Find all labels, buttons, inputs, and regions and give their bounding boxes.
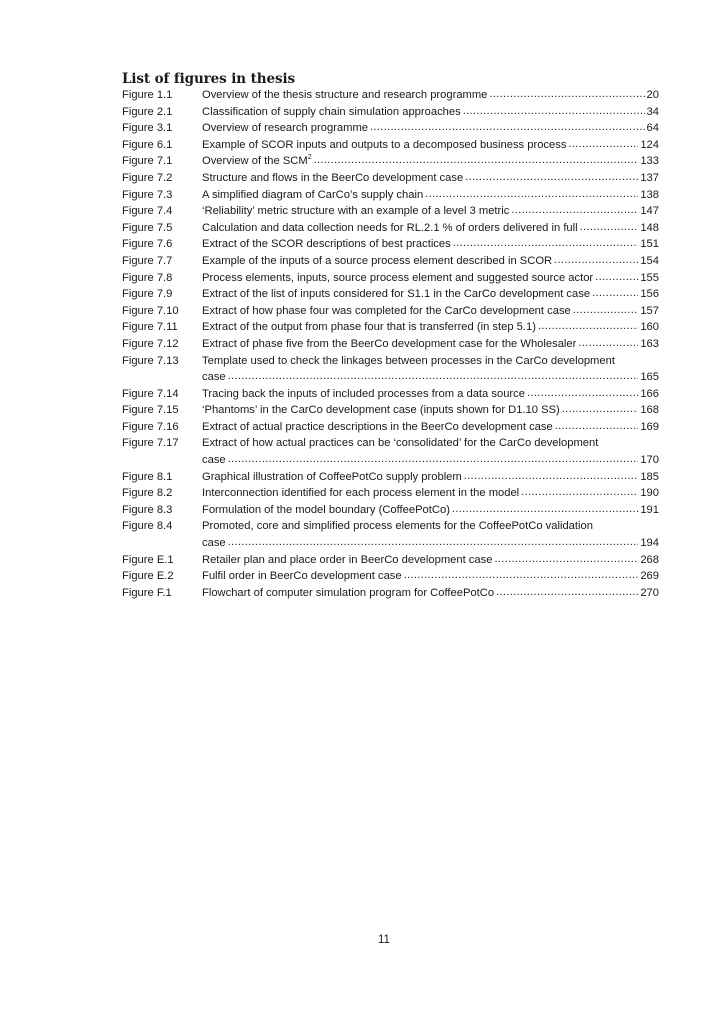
figure-title-text: Extract of how actual practices can be ‘consolidated’ for the CarCo development [202, 437, 599, 450]
figure-page-number: 151 [640, 238, 659, 251]
figure-entry [122, 104, 659, 121]
dot-leader [464, 468, 639, 485]
figure-title-text: Retailer plan and place order in BeerCo development case [202, 553, 493, 566]
figure-title-continuation: case [202, 454, 226, 467]
dot-leader [228, 451, 639, 468]
dot-leader [592, 285, 638, 302]
figure-title-text: Structure and flows in the BeerCo development case [202, 171, 464, 184]
figure-title-text: Process elements, inputs, source process element and suggested source actor [202, 271, 594, 284]
figure-number: Figure 7.10 [122, 304, 179, 317]
figure-page-number: 268 [640, 553, 659, 566]
figure-title-text: Graphical illustration of CoffeePotCo supply problem [202, 470, 462, 483]
figure-number: Figure 7.4 [122, 205, 173, 218]
dot-leader [511, 202, 638, 219]
figure-page-number: 165 [640, 371, 659, 384]
figure-title-text: ‘Reliability’ metric structure with an example of a level 3 metric [202, 205, 510, 218]
figure-entry [122, 286, 659, 303]
dot-leader [463, 103, 645, 120]
figure-title [202, 170, 463, 187]
figure-title-text: Overview of the SCM [202, 155, 308, 168]
figure-number: Figure 3.1 [122, 122, 173, 135]
figure-number: Figure 8.1 [122, 470, 173, 483]
figure-number: Figure 6.1 [122, 138, 173, 151]
figure-entry [122, 87, 659, 104]
dot-leader [496, 584, 638, 601]
dot-leader [228, 368, 639, 385]
figure-title [202, 303, 571, 320]
figure-number: Figure E.2 [122, 570, 174, 583]
figure-number: Figure 7.6 [122, 238, 173, 251]
figure-page-number: 190 [640, 487, 659, 500]
dot-leader [555, 418, 639, 435]
figure-page-number: 154 [640, 254, 659, 267]
figure-entry [122, 585, 659, 602]
figure-title-text: Calculation and data collection needs for RL.2.1 % of orders delivered in full [202, 221, 578, 234]
dot-leader [370, 119, 645, 136]
figure-title-text: Classification of supply chain simulation approaches [202, 105, 461, 118]
figure-page-number: 157 [640, 304, 659, 317]
figure-title [202, 469, 462, 486]
dot-leader [521, 484, 638, 501]
figure-title [202, 585, 494, 602]
figure-title [202, 137, 566, 154]
figure-entry [122, 220, 659, 237]
figure-entry [122, 568, 659, 585]
figure-title [202, 552, 492, 569]
figure-title [202, 402, 560, 419]
figure-page-number: 185 [640, 470, 659, 483]
dot-leader [314, 152, 639, 169]
figure-page-number: 269 [640, 570, 659, 583]
figure-page-number: 64 [646, 122, 659, 135]
figure-entry [122, 137, 659, 154]
figure-title [202, 236, 451, 253]
figure-number: Figure 7.16 [122, 420, 179, 433]
figure-number: Figure 8.3 [122, 503, 173, 516]
figure-entry [122, 270, 659, 287]
figure-title [202, 336, 576, 353]
figure-page-number: 133 [640, 155, 659, 168]
figure-page-number: 163 [640, 337, 659, 350]
dot-leader [554, 252, 638, 269]
figure-entry [122, 485, 659, 502]
dot-leader [527, 385, 638, 402]
figure-title [202, 386, 525, 403]
figure-title-text: Extract of how phase four was completed for the CarCo development case [202, 304, 571, 317]
figure-page-number: 270 [640, 586, 659, 599]
figure-number: Figure 7.14 [122, 387, 179, 400]
figure-entry [122, 419, 659, 436]
figure-entry [122, 303, 659, 320]
dot-leader [573, 302, 639, 319]
figure-entry [122, 153, 659, 170]
figure-title-text: Extract of the SCOR descriptions of best practices [202, 238, 451, 251]
figure-entry [122, 120, 659, 137]
figure-title-text: Tracing back the inputs of included processes from a data source [202, 387, 525, 400]
dot-leader [489, 86, 644, 103]
figure-number: Figure 7.12 [122, 337, 179, 350]
figure-title-continuation: case [202, 371, 226, 384]
figure-title [202, 502, 450, 519]
dot-leader [453, 235, 639, 252]
figure-title-text: Overview of research programme [202, 122, 369, 135]
figure-number: Figure 7.2 [122, 171, 173, 184]
list-heading: List of figures in thesis [122, 71, 295, 87]
figure-title-text: Flowchart of computer simulation program for CoffeePotCo [202, 586, 495, 599]
figure-entry [122, 353, 659, 386]
figure-title [202, 220, 578, 237]
figure-entry [122, 203, 659, 220]
dot-leader [452, 501, 638, 518]
figure-title-text: Template used to check the linkages between processes in the CarCo development [202, 354, 615, 367]
figure-page-number: 166 [640, 387, 659, 400]
figure-title [202, 286, 590, 303]
figure-number: Figure 7.11 [122, 321, 178, 334]
figure-number: Figure 2.1 [122, 105, 173, 118]
figure-number: Figure 7.13 [122, 354, 179, 367]
figure-page-number: 194 [640, 537, 659, 550]
figure-title [202, 419, 553, 436]
figure-entry [122, 402, 659, 419]
figure-title-text: Fulfil order in BeerCo development case [202, 570, 402, 583]
figure-number: Figure 7.7 [122, 254, 173, 267]
figure-page-number: 124 [640, 138, 659, 151]
dot-leader [404, 567, 639, 584]
figure-title-text: Extract of the list of inputs considered for S1.1 in the CarCo development case [202, 288, 591, 301]
dot-leader [580, 219, 639, 236]
figure-title [202, 253, 552, 270]
figure-title-text: Formulation of the model boundary (CoffeePotCo) [202, 503, 450, 516]
figure-title [202, 203, 509, 220]
dot-leader [595, 269, 638, 286]
figure-number: Figure 7.17 [122, 437, 179, 450]
figure-page-number: 191 [640, 503, 659, 516]
figure-title [202, 568, 402, 585]
figure-page-number: 148 [640, 221, 659, 234]
dot-leader [562, 401, 639, 418]
figure-title-text: Extract of the output from phase four that is transferred (in step 5.1) [202, 321, 536, 334]
figure-number: Figure 8.4 [122, 520, 173, 533]
figure-title-text: A simplified diagram of CarCo’s supply chain [202, 188, 424, 201]
figure-number: Figure 7.8 [122, 271, 173, 284]
figure-title-text: Extract of phase five from the BeerCo development case for the Wholesaler [202, 337, 577, 350]
figure-entry [122, 518, 659, 551]
figure-page-number: 169 [640, 420, 659, 433]
figure-title-text: Extract of actual practice descriptions in the BeerCo development case [202, 420, 553, 433]
figure-title-continuation: case [202, 537, 226, 550]
dot-leader [425, 186, 638, 203]
figure-title [202, 187, 423, 204]
figure-title [202, 435, 659, 452]
figure-title-superscript: 2 [307, 154, 312, 162]
figure-title [202, 153, 312, 170]
figure-title [202, 87, 487, 104]
figure-page-number: 156 [640, 288, 659, 301]
figure-page-number: 20 [646, 89, 659, 101]
figure-page-number: 155 [640, 271, 659, 284]
dot-leader [228, 534, 639, 551]
figure-number: Figure E.1 [122, 553, 174, 566]
figures-list [122, 87, 659, 601]
figure-title [202, 120, 368, 137]
figure-number: Figure 7.3 [122, 188, 173, 201]
figure-entry [122, 469, 659, 486]
dot-leader [578, 335, 638, 352]
figure-title [202, 319, 536, 336]
figure-number: Figure 7.1 [122, 155, 173, 168]
figure-number: Figure F.1 [122, 586, 172, 599]
figure-title [202, 104, 461, 121]
figure-entry [122, 435, 659, 468]
figure-number: Figure 1.1 [122, 89, 173, 101]
figure-page-number: 137 [640, 171, 659, 184]
figure-title-text: Overview of the thesis structure and research programme [202, 89, 488, 101]
figure-title [202, 485, 519, 502]
figure-entry [122, 386, 659, 403]
figure-title-text: Example of the inputs of a source process element described in SCOR [202, 254, 553, 267]
figure-entry [122, 319, 659, 336]
figure-page-number: 138 [640, 188, 659, 201]
dot-leader [538, 318, 638, 335]
figure-page-number: 34 [646, 105, 659, 118]
dot-leader [568, 136, 638, 153]
figure-page-number: 160 [640, 321, 659, 334]
figure-title [202, 518, 659, 535]
figure-title [202, 270, 593, 287]
figure-entry [122, 187, 659, 204]
figure-title-text: Promoted, core and simplified process elements for the CoffeePotCo validation [202, 520, 593, 533]
figure-entry [122, 236, 659, 253]
figure-page-number: 168 [640, 404, 659, 417]
figure-entry [122, 253, 659, 270]
figure-page-number: 170 [640, 454, 659, 467]
dot-leader [465, 169, 638, 186]
figure-entry [122, 170, 659, 187]
figure-entry [122, 336, 659, 353]
figure-page-number: 147 [640, 205, 659, 218]
figure-number: Figure 7.5 [122, 221, 173, 234]
figure-entry [122, 502, 659, 519]
dot-leader [494, 551, 638, 568]
figure-title-text: Interconnection identified for each process element in the model [202, 487, 520, 500]
figure-title-text: ‘Phantoms’ in the CarCo development case (inputs shown for D1.10 SS) [202, 404, 560, 417]
figure-number: Figure 7.15 [122, 404, 179, 417]
figure-number: Figure 7.9 [122, 288, 173, 301]
figure-entry [122, 552, 659, 569]
figure-title-text: Example of SCOR inputs and outputs to a decomposed business process [202, 138, 567, 151]
page-number: 11 [378, 934, 390, 946]
figure-title [202, 353, 659, 370]
figure-number: Figure 8.2 [122, 487, 173, 500]
